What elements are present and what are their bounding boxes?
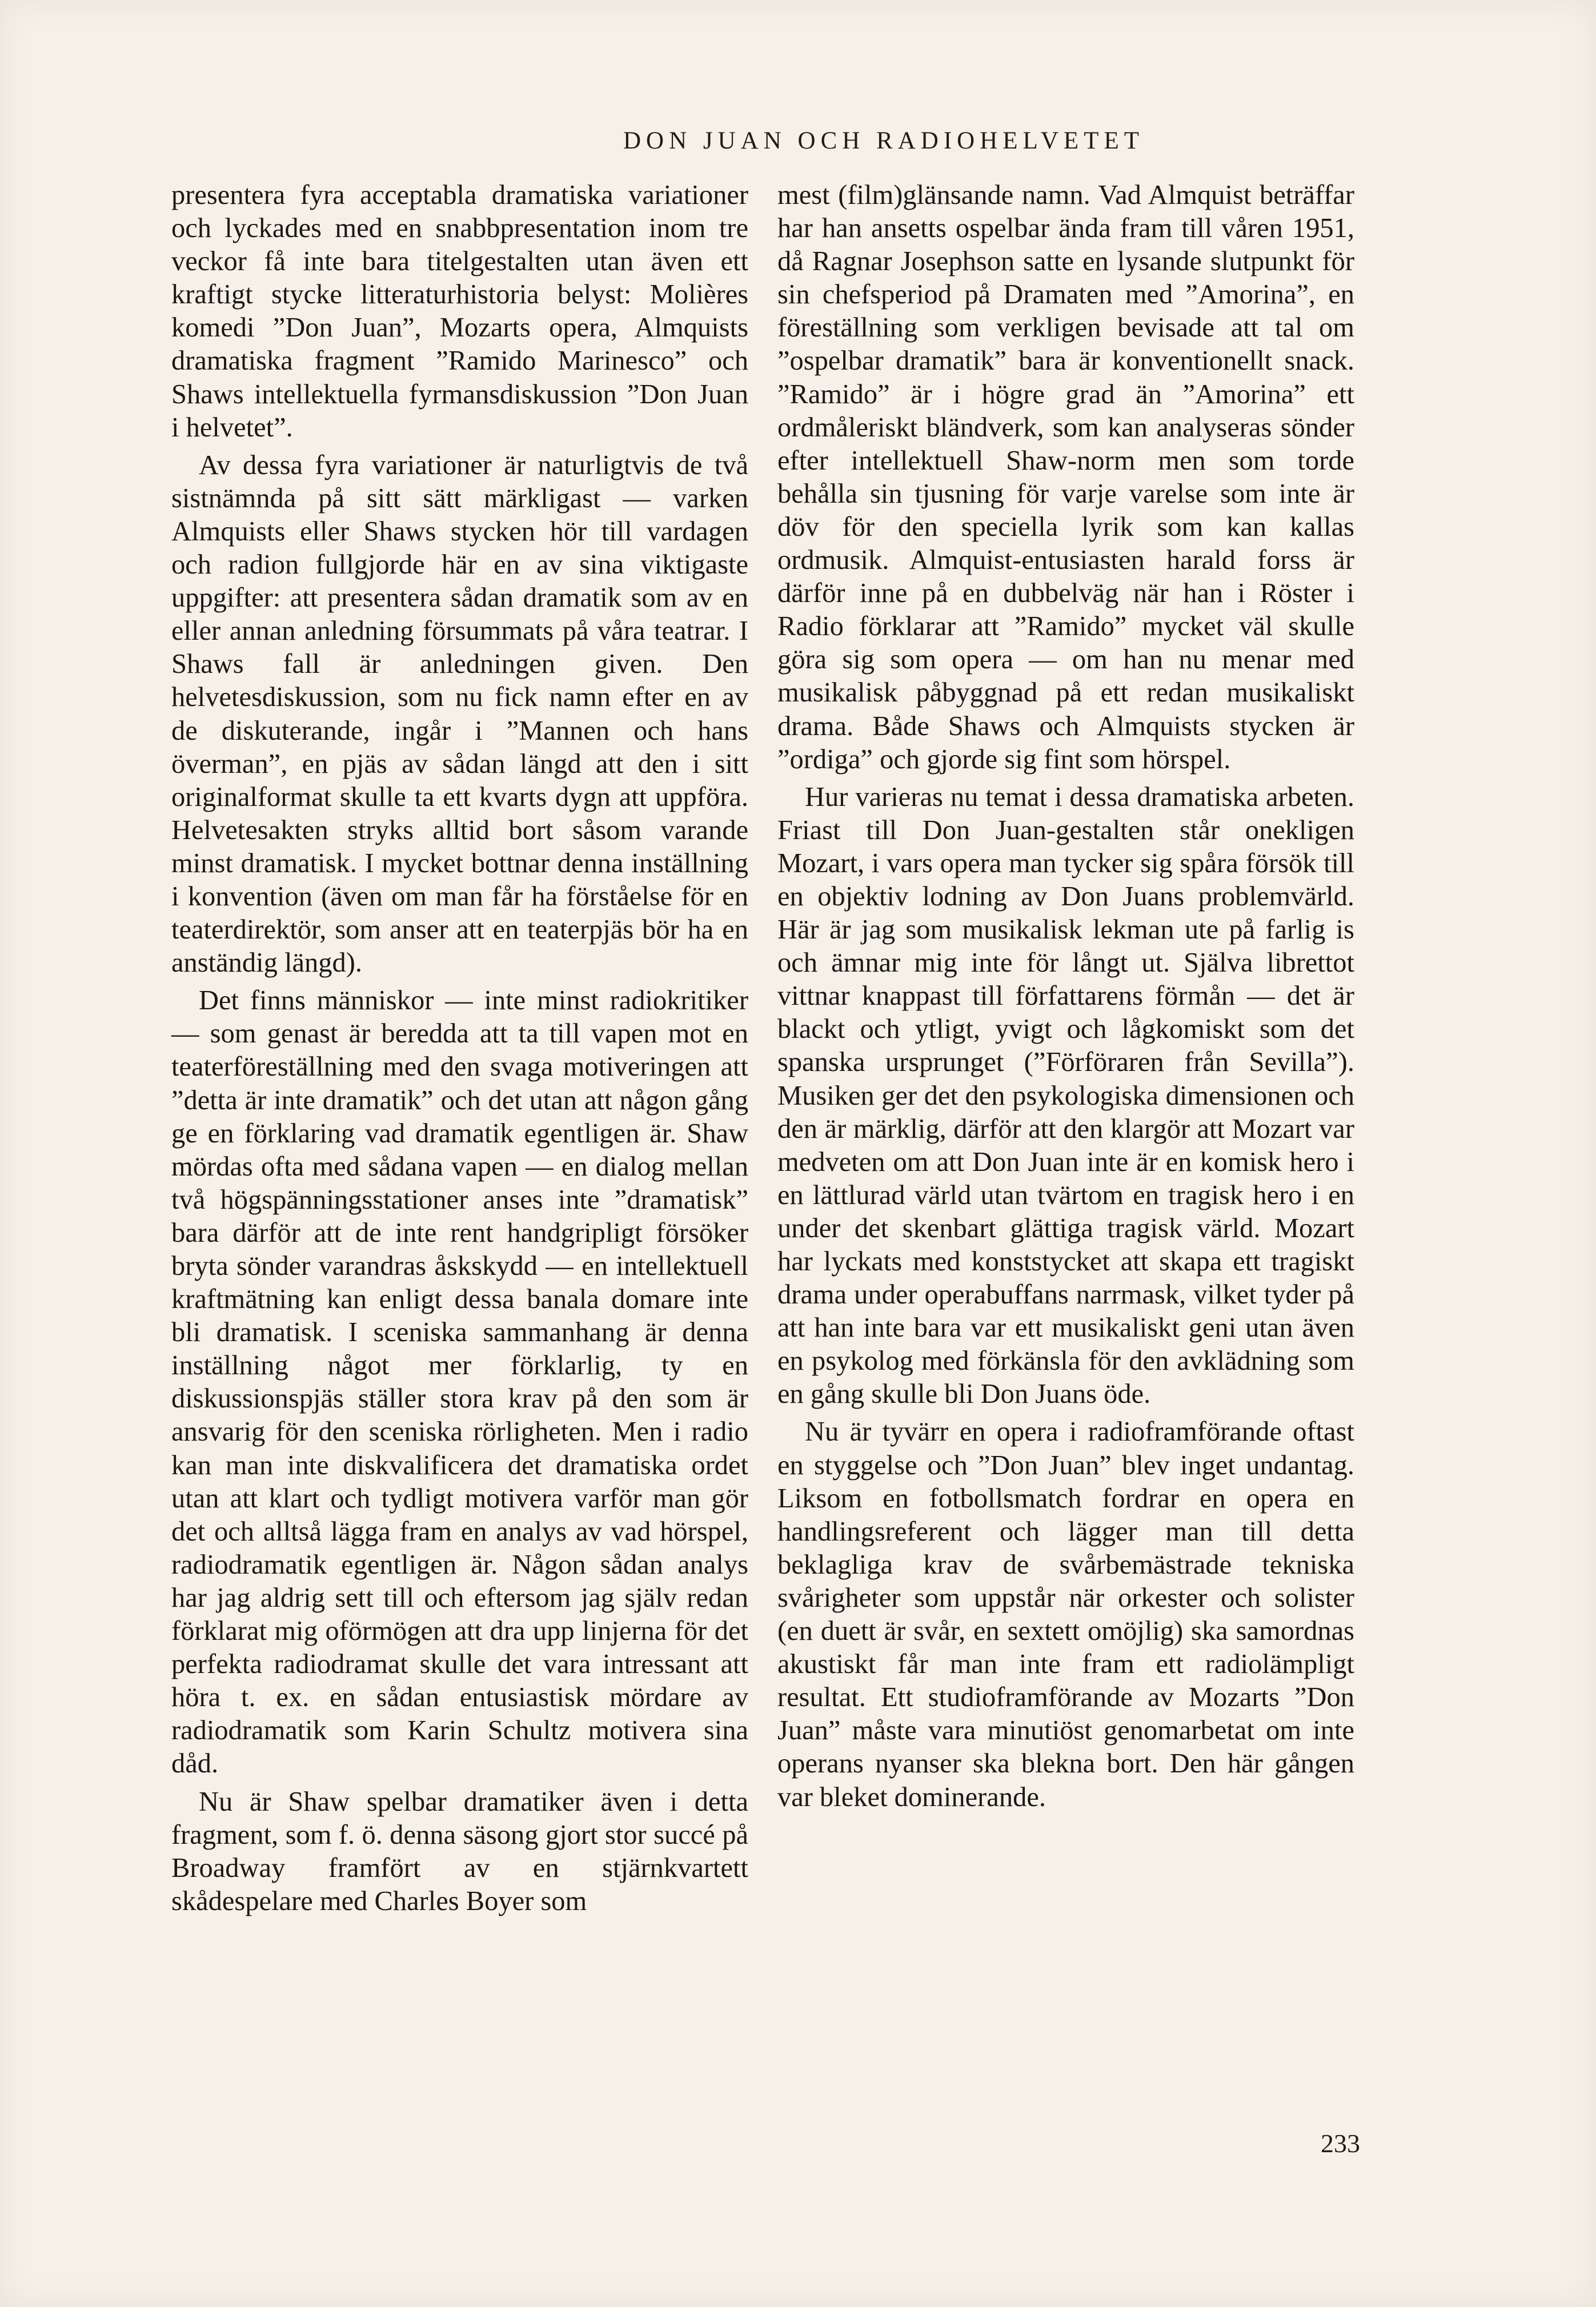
running-head: DON JUAN OCH RADIOHELVETET [623, 127, 1144, 154]
paragraph: Nu är tyvärr en opera i radioframförande oftast en styggelse och ”Don Juan” blev inget undantag. Liksom en fotbollsmatch fordrar en opera en handlingsreferent och lägger man till detta beklagliga krav de svårbemästrade tekniska svårigheter som uppstår när orkester och solister (en duett är svår, en sextett omöjlig) ska samordnas akustiskt får man inte fram ett radiolämpligt resultat. Ett studioframförande av Mozarts ”Don Juan” måste vara minutiöst genomarbetat om inte operans nyanser ska blekna bort. Den här gången var bleket dominerande. [777, 1417, 1354, 1812]
paragraph: Av dessa fyra variationer är naturligtvis de två sistnämnda på sitt sätt märkligast — varken Almquists eller Shaws stycken hör till vardagen och radion fullgjorde här en av sina viktigaste uppgifter: att presentera sådan dramatik som av en eller annan anledning försummats på våra teatrar. I Shaws fall är anledningen given. Den helvetesdiskussion, som nu fick namn efter en av de diskuterande, ingår i ”Mannen och hans överman”, en pjäs av sådan längd att den i sitt originalformat skulle ta ett kvarts dygn att uppföra. Helvetesakten stryks alltid bort såsom varande minst dramatisk. I mycket bottnar denna inställning i konvention (även om man får ha förståelse för en teaterdirektör, som anser att en teaterpjäs bör ha en anständig längd). [171, 450, 748, 978]
paragraph: Det finns människor — inte minst radiokritiker — som genast är beredda att ta till vapen mot en teaterföreställning med den svaga motiveringen att ”detta är inte dramatik” och det utan att någon gång ge en förklaring vad dramatik egentligen är. Shaw mördas ofta med sådana vapen — en dialog mellan två högspänningsstationer anses inte ”dramatisk” bara därför att de inte rent handgripligt försöker bryta sönder varandras åskskydd — en intellektuell kraftmätning kan enligt dessa banala domare inte bli dramatisk. I sceniska sammanhang är denna inställning något mer förklarlig, ty en diskussionspjäs ställer stora krav på den som är ansvarig för den sceniska rörligheten. Men i radio kan man inte diskvalificera det dramatiska ordet utan att klart och tydligt motivera varför man gör det och alltså lägga fram en analys av vad hörspel, radiodramatik egentligen är. Någon sådan analys har jag aldrig sett till och eftersom jag själv redan förklarat mig oförmögen att dra upp linjerna för det perfekta radiodramat skulle det vara intressant att höra t. ex. en sådan entusiastisk mördare av radiodramatik som Karin Schultz motivera sina dåd. [171, 985, 748, 1779]
paragraph: Nu är Shaw spelbar dramatiker även i detta fragment, som f. ö. denna säsong gjort stor succé på Broadway framfört av en stjärnkvartett skådespelare med Charles Boyer som [171, 1786, 748, 1916]
paragraph: Hur varieras nu temat i dessa dramatiska arbeten. Friast till Don Juan-gestalten står onekligen Mozart, i vars opera man tycker sig spåra försök till en objektiv lodning av Don Juans problemvärld. Här är jag som musikalisk lekman ute på farlig is och ämnar mig inte för långt ut. Själva librettot vittnar knappast till författarens förmån — det är blackt och ytligt, yvigt och lågkomiskt som det spanska ursprunget (”Förföraren från Sevilla”). Musiken ger det den psykologiska dimensionen och den är märklig, därför att den klargör att Mozart var medveten om att Don Juan inte är en komisk hero i en lättlurad värld utan tvärtom en tragisk hero i en under det skenbart glättiga tragisk värld. Mozart har lyckats med konststycket att skapa ett tragiskt drama under operabuffans narrmask, vilket tyder på att han inte bara var ett musikaliskt geni utan även en psykolog med förkänsla för den avklädning som en gång skulle bli Don Juans öde. [777, 781, 1354, 1410]
left-column [171, 179, 748, 1918]
paragraph: mest (film)glänsande namn. Vad Almquist beträffar har han ansetts ospelbar ända fram till våren 1951, då Ragnar Josephson satte en lysande slutpunkt för sin chefsperiod på Dramaten med ”Amorina”, en föreställning som verkligen bevisade att tal om ”ospelbar dramatik” bara är konventionellt snack. ”Ramido” är i högre grad än ”Amorina” ett ordmåleriskt bländverk, som kan analyseras sönder efter intellektuell Shaw-norm men som torde behålla sin tjusning för varje varelse som inte är döv för den speciella lyrik som kan kallas ordmusik. Almquist-entusiasten harald forss är därför inne på en dubbelväg när han i Röster i Radio förklarar att ”Ramido” mycket väl skulle göra sig som opera — om han nu menar med musikalisk påbyggnad på ett redan musikaliskt drama. Både Shaws och Almquists stycken är ”ordiga” och gjorde sig fint som hörspel. [777, 180, 1354, 775]
page-number: 233 [1321, 2129, 1360, 2158]
paragraph: presentera fyra acceptabla dramatiska variationer och lyckades med en snabbpresentation inom tre veckor få inte bara titelgestalten utan även ett kraftigt stycke litteraturhistoria belyst: Molières komedi ”Don Juan”, Mozarts opera, Almquists dramatiska fragment ”Ramido Marinesco” och Shaws intellektuella fyrmansdiskussion ”Don Juan i helvetet”. [171, 180, 748, 443]
right-column [777, 179, 1354, 1814]
